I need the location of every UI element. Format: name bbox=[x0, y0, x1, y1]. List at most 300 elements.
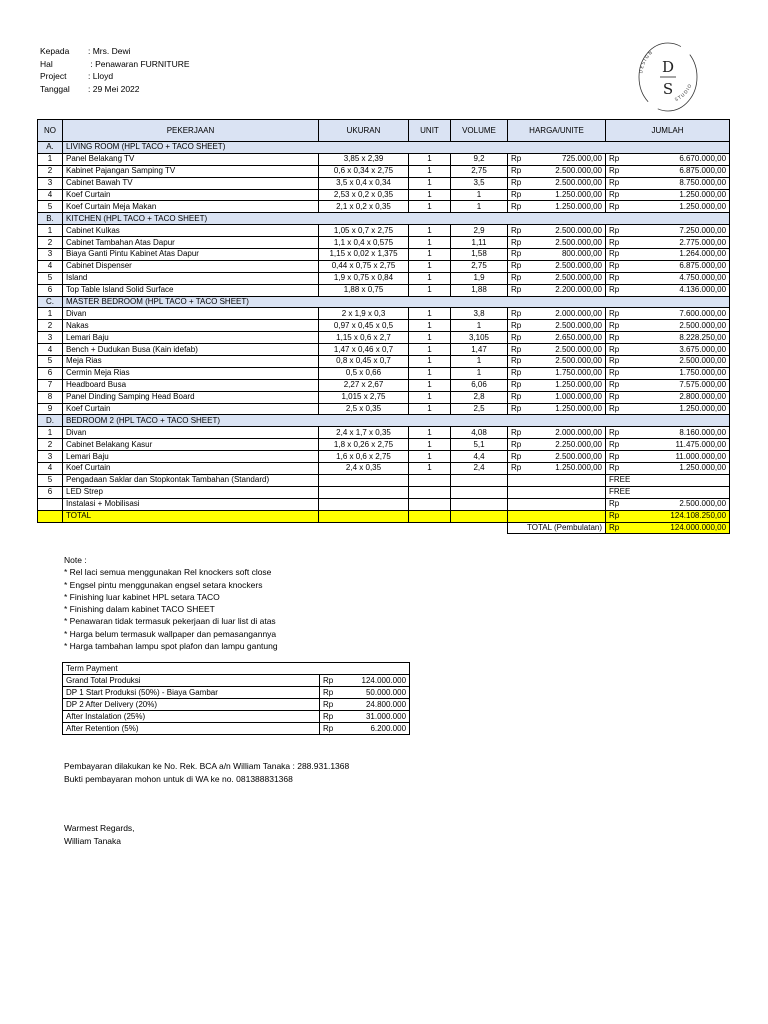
item-total-currency: Rp bbox=[606, 367, 623, 379]
section-row bbox=[38, 296, 730, 308]
term-currency: Rp bbox=[320, 723, 350, 735]
svg-text:STUDIO bbox=[674, 82, 694, 103]
item-no: 8 bbox=[38, 391, 63, 403]
note-item: * Engsel pintu menggunakan engsel setara knockers bbox=[64, 579, 263, 590]
item-total-currency: FREE bbox=[606, 486, 623, 498]
table-row bbox=[38, 367, 730, 379]
notes-title: Note : bbox=[64, 555, 87, 565]
item-no: 6 bbox=[38, 367, 63, 379]
table-row bbox=[38, 237, 730, 249]
item-no: 1 bbox=[38, 308, 63, 320]
term-payment-row bbox=[63, 699, 410, 711]
item-size: 1,88 x 0,75 bbox=[319, 284, 409, 296]
item-total-currency: Rp bbox=[606, 451, 623, 463]
item-name: Cabinet Kulkas bbox=[63, 225, 319, 237]
item-size bbox=[319, 486, 409, 498]
section-row bbox=[38, 415, 730, 427]
rounded-total-value: 124.000.000,00 bbox=[623, 522, 730, 534]
item-name: Cabinet Tambahan Atas Dapur bbox=[63, 237, 319, 249]
item-name: Koef Curtain bbox=[63, 189, 319, 201]
section-code: B. bbox=[38, 213, 63, 225]
item-name: Instalasi + Mobilisasi bbox=[63, 498, 319, 510]
item-volume: 4,4 bbox=[451, 451, 508, 463]
item-price-currency: Rp bbox=[508, 189, 525, 201]
item-total-currency: Rp bbox=[606, 249, 623, 261]
item-total: 1.250.000,00 bbox=[623, 403, 730, 415]
item-price-currency: Rp bbox=[508, 272, 525, 284]
item-price-currency: Rp bbox=[508, 284, 525, 296]
item-size: 2,5 x 0,35 bbox=[319, 403, 409, 415]
item-name: Pengadaan Saklar dan Stopkontak Tambahan (Standard) bbox=[63, 474, 319, 486]
item-size: 2,1 x 0,2 x 0,35 bbox=[319, 201, 409, 213]
table-row bbox=[38, 391, 730, 403]
item-total: 8.750.000,00 bbox=[623, 177, 730, 189]
item-volume: 1 bbox=[451, 320, 508, 332]
item-size: 1,47 x 0,46 x 0,7 bbox=[319, 344, 409, 356]
table-row bbox=[38, 451, 730, 463]
item-price: 2.500.000,00 bbox=[525, 237, 606, 249]
table-row bbox=[38, 403, 730, 415]
item-price: 1.250.000,00 bbox=[525, 201, 606, 213]
item-volume: 5,1 bbox=[451, 439, 508, 451]
item-unit: 1 bbox=[409, 165, 451, 177]
logo-ring-bottom-text: STUDIO bbox=[674, 82, 694, 104]
item-unit: 1 bbox=[409, 153, 451, 165]
item-price: 2.500.000,00 bbox=[525, 320, 606, 332]
item-volume: 1 bbox=[451, 189, 508, 201]
table-row bbox=[38, 177, 730, 189]
item-total: 1.750.000,00 bbox=[623, 367, 730, 379]
item-total: 6.875.000,00 bbox=[623, 165, 730, 177]
item-price-currency: Rp bbox=[508, 320, 525, 332]
item-total-currency: Rp bbox=[606, 332, 623, 344]
item-size: 1,15 x 0,02 x 1,375 bbox=[319, 249, 409, 261]
term-payment-row bbox=[63, 675, 410, 687]
term-payment-title-row bbox=[63, 663, 410, 675]
note-item: * Finishing dalam kabinet TACO SHEET bbox=[64, 604, 215, 615]
item-unit: 1 bbox=[409, 332, 451, 344]
item-price-currency: Rp bbox=[508, 225, 525, 237]
item-total: 4.750.000,00 bbox=[623, 272, 730, 284]
item-unit: 1 bbox=[409, 320, 451, 332]
term-currency: Rp bbox=[320, 711, 350, 723]
item-volume: 3,105 bbox=[451, 332, 508, 344]
term-payment-table bbox=[62, 662, 410, 735]
term-label: DP 1 Start Produksi (50%) - Biaya Gambar bbox=[63, 687, 320, 699]
item-name: Top Table Island Solid Surface bbox=[63, 284, 319, 296]
item-unit: 1 bbox=[409, 189, 451, 201]
item-price bbox=[525, 498, 606, 510]
item-no: 7 bbox=[38, 379, 63, 391]
item-size: 1,8 x 0,26 x 2,75 bbox=[319, 439, 409, 451]
item-name: Cabinet Bawah TV bbox=[63, 177, 319, 189]
table-row bbox=[38, 427, 730, 439]
item-total-currency: Rp bbox=[606, 308, 623, 320]
item-volume: 1 bbox=[451, 356, 508, 368]
note-item: * Penawaran tidak termasuk pekerjaan di luar list di atas bbox=[64, 616, 276, 627]
table-row bbox=[38, 272, 730, 284]
item-no: 5 bbox=[38, 474, 63, 486]
section-title: MASTER BEDROOM (HPL TACO + TACO SHEET) bbox=[63, 296, 730, 308]
total-label: TOTAL bbox=[63, 510, 319, 522]
header-value: : Penawaran FURNITURE bbox=[88, 58, 190, 69]
term-currency: Rp bbox=[320, 675, 350, 687]
item-volume: 2,75 bbox=[451, 260, 508, 272]
item-total-currency: Rp bbox=[606, 391, 623, 403]
item-total-currency: Rp bbox=[606, 379, 623, 391]
item-total bbox=[623, 486, 730, 498]
table-row bbox=[38, 439, 730, 451]
total-value: 124.108.250,00 bbox=[623, 510, 730, 522]
item-unit: 1 bbox=[409, 284, 451, 296]
item-total: 7.575.000,00 bbox=[623, 379, 730, 391]
design-studio-logo bbox=[636, 40, 700, 114]
table-row bbox=[38, 189, 730, 201]
item-no: 6 bbox=[38, 284, 63, 296]
item-volume: 1,58 bbox=[451, 249, 508, 261]
item-volume: 1,11 bbox=[451, 237, 508, 249]
item-price-currency: Rp bbox=[508, 356, 525, 368]
term-amount: 31.000.000 bbox=[350, 711, 410, 723]
item-total-currency: Rp bbox=[606, 403, 623, 415]
item-total-currency: Rp bbox=[606, 463, 623, 475]
item-no: 3 bbox=[38, 332, 63, 344]
item-price: 2.250.000,00 bbox=[525, 439, 606, 451]
item-price: 2.200.000,00 bbox=[525, 284, 606, 296]
item-price: 2.500.000,00 bbox=[525, 225, 606, 237]
col-header-volume: VOLUME bbox=[451, 120, 508, 142]
table-row bbox=[38, 308, 730, 320]
item-total-currency: Rp bbox=[606, 427, 623, 439]
item-name: Koef Curtain bbox=[63, 463, 319, 475]
item-unit: 1 bbox=[409, 367, 451, 379]
item-size: 1,15 x 0,6 x 2,7 bbox=[319, 332, 409, 344]
item-no: 5 bbox=[38, 272, 63, 284]
item-name: Divan bbox=[63, 427, 319, 439]
item-total-currency: Rp bbox=[606, 153, 623, 165]
item-no: 2 bbox=[38, 320, 63, 332]
rounded-total-currency: Rp bbox=[606, 522, 623, 534]
item-total-currency: Rp bbox=[606, 498, 623, 510]
col-header-no: NO bbox=[38, 120, 63, 142]
item-price-currency bbox=[508, 486, 525, 498]
section-code: C. bbox=[38, 296, 63, 308]
item-unit: 1 bbox=[409, 356, 451, 368]
item-price-currency: Rp bbox=[508, 451, 525, 463]
item-name: Cabinet Dispenser bbox=[63, 260, 319, 272]
item-unit: 1 bbox=[409, 439, 451, 451]
item-size: 1,05 x 0,7 x 2,75 bbox=[319, 225, 409, 237]
table-row bbox=[38, 498, 730, 510]
item-total: 6.670.000,00 bbox=[623, 153, 730, 165]
header-label: Kepada bbox=[40, 46, 70, 56]
item-no: 1 bbox=[38, 427, 63, 439]
item-price-currency: Rp bbox=[508, 379, 525, 391]
logo-letter-d: D bbox=[661, 58, 675, 76]
item-total-currency: Rp bbox=[606, 356, 623, 368]
item-total: 1.250.000,00 bbox=[623, 189, 730, 201]
item-name: Cabinet Belakang Kasur bbox=[63, 439, 319, 451]
total-currency: Rp bbox=[606, 510, 623, 522]
item-price: 1.250.000,00 bbox=[525, 379, 606, 391]
item-unit bbox=[409, 486, 451, 498]
item-total-currency: Rp bbox=[606, 165, 623, 177]
item-name: Bench + Dudukan Busa (Kain idefab) bbox=[63, 344, 319, 356]
item-total: 2.500.000,00 bbox=[623, 356, 730, 368]
item-size: 0,97 x 0,45 x 0,5 bbox=[319, 320, 409, 332]
item-price: 2.000.000,00 bbox=[525, 308, 606, 320]
item-name: Panel Dinding Samping Head Board bbox=[63, 391, 319, 403]
item-total-currency: Rp bbox=[606, 260, 623, 272]
item-price: 1.250.000,00 bbox=[525, 403, 606, 415]
total-empty-cell bbox=[508, 510, 525, 522]
item-name: Island bbox=[63, 272, 319, 284]
term-currency: Rp bbox=[320, 699, 350, 711]
table-row bbox=[38, 201, 730, 213]
item-name: Cermin Meja Rias bbox=[63, 367, 319, 379]
item-price-currency: Rp bbox=[508, 332, 525, 344]
logo-ring-top-text: DESIGN bbox=[639, 49, 655, 74]
term-amount: 124.000.000 bbox=[350, 675, 410, 687]
item-price-currency: Rp bbox=[508, 201, 525, 213]
item-price-currency: Rp bbox=[508, 249, 525, 261]
item-volume: 3,5 bbox=[451, 177, 508, 189]
item-no: 3 bbox=[38, 177, 63, 189]
item-total-currency: Rp bbox=[606, 225, 623, 237]
header-row-recipient bbox=[40, 45, 190, 58]
term-currency: Rp bbox=[320, 687, 350, 699]
item-volume bbox=[451, 474, 508, 486]
section-row bbox=[38, 213, 730, 225]
term-amount: 50.000.000 bbox=[350, 687, 410, 699]
item-unit: 1 bbox=[409, 451, 451, 463]
table-row bbox=[38, 486, 730, 498]
item-name: LED Strep bbox=[63, 486, 319, 498]
item-size bbox=[319, 474, 409, 486]
item-size: 0,5 x 0,66 bbox=[319, 367, 409, 379]
item-size: 1,1 x 0,4 x 0,575 bbox=[319, 237, 409, 249]
item-no: 4 bbox=[38, 260, 63, 272]
item-price: 2.500.000,00 bbox=[525, 272, 606, 284]
item-no: 4 bbox=[38, 189, 63, 201]
table-row bbox=[38, 344, 730, 356]
closing-signatory: William Tanaka bbox=[64, 835, 122, 846]
item-name: Nakas bbox=[63, 320, 319, 332]
item-total: 11.475.000,00 bbox=[623, 439, 730, 451]
item-size: 2,4 x 0,35 bbox=[319, 463, 409, 475]
item-unit bbox=[409, 498, 451, 510]
item-volume: 9,2 bbox=[451, 153, 508, 165]
item-unit: 1 bbox=[409, 427, 451, 439]
item-no: 2 bbox=[38, 439, 63, 451]
item-volume bbox=[451, 486, 508, 498]
item-total: 8.228.250,00 bbox=[623, 332, 730, 344]
term-payment-row bbox=[63, 723, 410, 735]
item-size: 0,8 x 0,45 x 0,7 bbox=[319, 356, 409, 368]
col-header-jumlah: JUMLAH bbox=[606, 120, 730, 142]
item-price-currency: Rp bbox=[508, 403, 525, 415]
col-header-unit: UNIT bbox=[409, 120, 451, 142]
item-price-currency: Rp bbox=[508, 165, 525, 177]
item-no: 1 bbox=[38, 153, 63, 165]
item-price: 1.750.000,00 bbox=[525, 367, 606, 379]
table-row bbox=[38, 320, 730, 332]
item-volume: 6,06 bbox=[451, 379, 508, 391]
item-unit: 1 bbox=[409, 308, 451, 320]
section-row bbox=[38, 142, 730, 154]
payment-bank-line: Pembayaran dilakukan ke No. Rek. BCA a/n William Tanaka : 288.931.1368 bbox=[64, 761, 350, 771]
item-price bbox=[525, 486, 606, 498]
item-volume: 3,8 bbox=[451, 308, 508, 320]
item-total: 1.264.000,00 bbox=[623, 249, 730, 261]
item-size: 1,6 x 0,6 x 2,75 bbox=[319, 451, 409, 463]
item-price-currency: Rp bbox=[508, 260, 525, 272]
item-price: 1.000.000,00 bbox=[525, 391, 606, 403]
item-price: 1.250.000,00 bbox=[525, 463, 606, 475]
header-label: Hal bbox=[40, 58, 53, 69]
item-price-currency bbox=[508, 498, 525, 510]
item-total-currency: Rp bbox=[606, 201, 623, 213]
item-price: 800.000,00 bbox=[525, 249, 606, 261]
note-item: * Finishing luar kabinet HPL setara TACO bbox=[64, 591, 220, 602]
item-unit: 1 bbox=[409, 403, 451, 415]
closing-regards: Warmest Regards, bbox=[64, 823, 135, 833]
item-name: Koef Curtain Meja Makan bbox=[63, 201, 319, 213]
item-price: 2.500.000,00 bbox=[525, 344, 606, 356]
item-total: 2.775.000,00 bbox=[623, 237, 730, 249]
item-price-currency: Rp bbox=[508, 237, 525, 249]
item-name: Headboard Busa bbox=[63, 379, 319, 391]
item-total: 1.250.000,00 bbox=[623, 463, 730, 475]
item-volume: 4,08 bbox=[451, 427, 508, 439]
col-header-ukuran: UKURAN bbox=[319, 120, 409, 142]
item-total: 7.250.000,00 bbox=[623, 225, 730, 237]
item-unit: 1 bbox=[409, 177, 451, 189]
item-name: Panel Belakang TV bbox=[63, 153, 319, 165]
col-header-pekerjaan: PEKERJAAN bbox=[63, 120, 319, 142]
item-price-currency bbox=[508, 474, 525, 486]
item-total-currency: Rp bbox=[606, 272, 623, 284]
item-size: 3,5 x 0,4 x 0,34 bbox=[319, 177, 409, 189]
item-unit bbox=[409, 474, 451, 486]
item-unit: 1 bbox=[409, 391, 451, 403]
item-size: 1,9 x 0,75 x 0,84 bbox=[319, 272, 409, 284]
item-size: 2 x 1,9 x 0,3 bbox=[319, 308, 409, 320]
item-no: 1 bbox=[38, 225, 63, 237]
item-volume bbox=[451, 498, 508, 510]
item-name: Lemari Baju bbox=[63, 332, 319, 344]
item-price: 2.500.000,00 bbox=[525, 177, 606, 189]
total-empty-cell bbox=[409, 510, 451, 522]
item-price-currency: Rp bbox=[508, 427, 525, 439]
item-price: 2.500.000,00 bbox=[525, 260, 606, 272]
item-price-currency: Rp bbox=[508, 463, 525, 475]
term-label: After Retention (5%) bbox=[63, 723, 320, 735]
term-label: After Instalation (25%) bbox=[63, 711, 320, 723]
table-row bbox=[38, 249, 730, 261]
item-size: 0,6 x 0,34 x 2,75 bbox=[319, 165, 409, 177]
section-title: LIVING ROOM (HPL TACO + TACO SHEET) bbox=[63, 142, 730, 154]
table-row bbox=[38, 356, 730, 368]
item-unit: 1 bbox=[409, 272, 451, 284]
item-price: 2.000.000,00 bbox=[525, 427, 606, 439]
item-volume: 1,9 bbox=[451, 272, 508, 284]
item-price-currency: Rp bbox=[508, 367, 525, 379]
item-total-currency: Rp bbox=[606, 439, 623, 451]
item-size: 2,53 x 0,2 x 0,35 bbox=[319, 189, 409, 201]
item-total-currency: Rp bbox=[606, 177, 623, 189]
payment-proof-line: Bukti pembayaran mohon untuk di WA ke no. 081388831368 bbox=[64, 773, 293, 784]
item-name: Koef Curtain bbox=[63, 403, 319, 415]
item-total bbox=[623, 474, 730, 486]
item-total: 11.000.000,00 bbox=[623, 451, 730, 463]
item-price-currency: Rp bbox=[508, 344, 525, 356]
table-row bbox=[38, 474, 730, 486]
note-item: * Harga tambahan lampu spot plafon dan lampu gantung bbox=[64, 641, 278, 652]
item-size: 2,27 x 2,67 bbox=[319, 379, 409, 391]
header-value: : 29 Mei 2022 bbox=[88, 83, 140, 94]
quotation-body bbox=[38, 142, 730, 534]
item-no: 2 bbox=[38, 165, 63, 177]
section-code: A. bbox=[38, 142, 63, 154]
item-no: 5 bbox=[38, 201, 63, 213]
item-total: 2.500.000,00 bbox=[623, 498, 730, 510]
item-total: 2.500.000,00 bbox=[623, 320, 730, 332]
item-total: 4.136.000,00 bbox=[623, 284, 730, 296]
item-no: 4 bbox=[38, 463, 63, 475]
item-total-currency: Rp bbox=[606, 344, 623, 356]
table-row bbox=[38, 284, 730, 296]
item-name: Kabinet Pajangan Samping TV bbox=[63, 165, 319, 177]
closing-block bbox=[64, 822, 135, 847]
item-price-currency: Rp bbox=[508, 308, 525, 320]
item-volume: 2,5 bbox=[451, 403, 508, 415]
total-empty-cell bbox=[451, 510, 508, 522]
item-total-currency: Rp bbox=[606, 320, 623, 332]
table-row bbox=[38, 225, 730, 237]
item-price: 725.000,00 bbox=[525, 153, 606, 165]
item-no: 4 bbox=[38, 344, 63, 356]
item-no bbox=[38, 498, 63, 510]
header-label: Tanggal bbox=[40, 83, 70, 94]
section-title: KITCHEN (HPL TACO + TACO SHEET) bbox=[63, 213, 730, 225]
item-volume: 1 bbox=[451, 201, 508, 213]
rounded-total-label: TOTAL (Pembulatan) bbox=[508, 522, 606, 534]
item-price-currency: Rp bbox=[508, 177, 525, 189]
col-header-harga: HARGA/UNITE bbox=[508, 120, 606, 142]
item-unit: 1 bbox=[409, 344, 451, 356]
letter-header bbox=[40, 45, 190, 95]
table-row bbox=[38, 260, 730, 272]
item-price: 2.500.000,00 bbox=[525, 356, 606, 368]
quotation-table bbox=[37, 119, 730, 534]
note-item: * Harga belum termasuk wallpaper dan pemasangannya bbox=[64, 628, 277, 639]
item-unit: 1 bbox=[409, 463, 451, 475]
item-unit: 1 bbox=[409, 237, 451, 249]
rounded-total-row bbox=[38, 522, 730, 534]
table-row bbox=[38, 463, 730, 475]
item-volume: 1 bbox=[451, 367, 508, 379]
item-price-currency: Rp bbox=[508, 153, 525, 165]
item-total: 3.675.000,00 bbox=[623, 344, 730, 356]
rounded-blank bbox=[38, 522, 508, 534]
note-item: * Rel laci semua menggunakan Rel knockers soft close bbox=[64, 567, 272, 578]
item-unit: 1 bbox=[409, 225, 451, 237]
header-value: : Lloyd bbox=[88, 71, 114, 81]
item-volume: 2,4 bbox=[451, 463, 508, 475]
item-price: 2.500.000,00 bbox=[525, 165, 606, 177]
item-volume: 1,88 bbox=[451, 284, 508, 296]
